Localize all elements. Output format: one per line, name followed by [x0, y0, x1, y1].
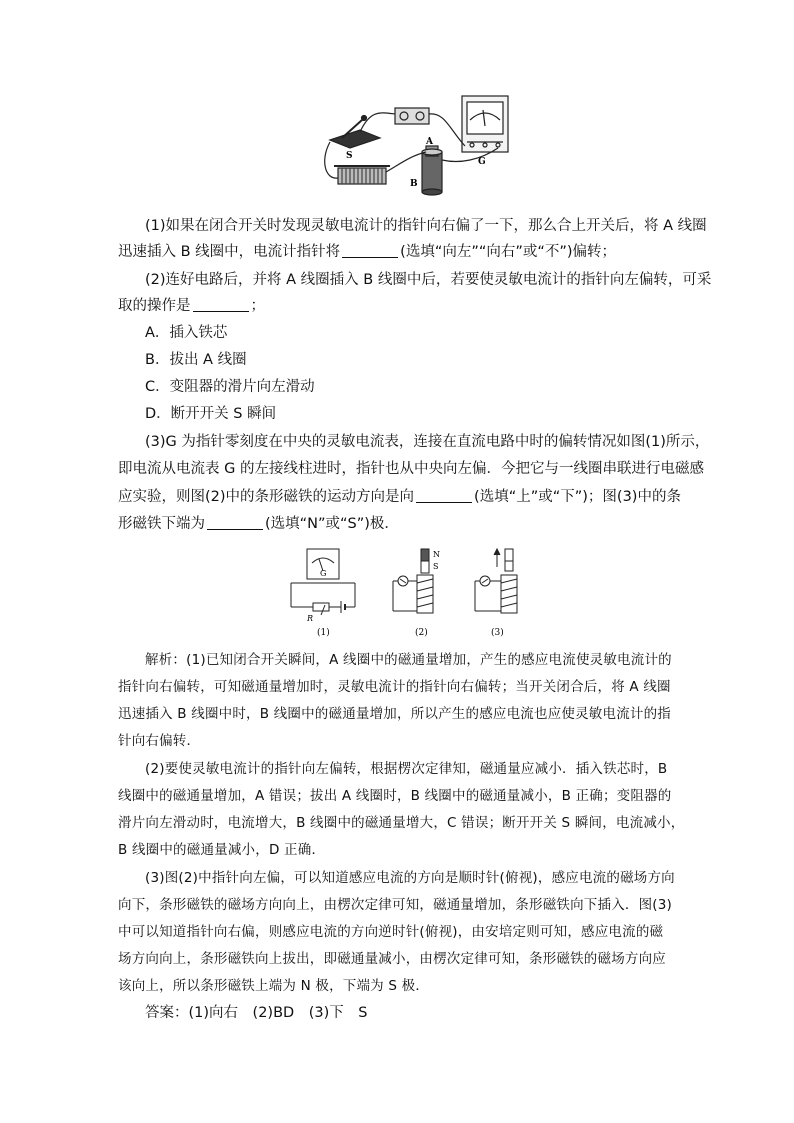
analysis-p1-line3: 迅速插入 B 线圈中时，B 线圈中的磁通量增加，所以产生的感应电流也应使灵敏电流计的指	[118, 706, 671, 722]
q2-line2-pre: 取的操作是	[118, 298, 191, 314]
q3-line3	[118, 487, 681, 507]
analysis-p3-line1: (3)图(2)中指针向左偏，可以知道感应电流的方向是顺时针(俯视)，感应电流的磁场方向	[145, 870, 675, 886]
analysis-p1-line1: 解析：(1)已知闭合开关瞬间，A 线圈中的磁通量增加，产生的感应电流使灵敏电流计的	[145, 652, 672, 668]
q3-line3-pre: 应实验，则图(2)中的条形磁铁的运动方向是向	[118, 489, 415, 505]
analysis-p3-line4: 场方向向上，条形磁铁向上拔出，即磁通量减小，由楞次定律可知，条形磁铁的磁场方向应	[118, 951, 666, 967]
q2-line1: (2)连好电路后，并将 A 线圈插入 B 线圈中后，若要使灵敏电流计的指针向左偏转，可采	[145, 272, 712, 288]
analysis-p3-line2: 向下，条形磁铁的磁场方向向上，由楞次定律可知，磁通量增加，条形磁铁向下插入．图(3)	[118, 897, 673, 913]
option-c: C．变阻器的滑片向左滑动	[145, 379, 315, 395]
q3-line1: (3)G 为指针零刻度在中央的灵敏电流表，连接在直流电路中时的偏转情况如图(1)所示，	[145, 434, 710, 450]
analysis-p2-line3: 滑片向左滑动时，电流增大，B 线圈中的磁通量增大，C 错误；断开开关 S 瞬间，电流减小，	[118, 815, 685, 831]
q2-line2-post: ；	[250, 298, 265, 314]
caption-3: (3)	[491, 628, 504, 638]
caption-2: (2)	[415, 628, 428, 638]
answer-line: 答案：(1)向右 (2)BD (3)下 S	[145, 1005, 368, 1021]
option-a: A．插入铁芯	[145, 325, 228, 341]
analysis-p3-line5: 该向上，所以条形磁铁上端为 N 极，下端为 S 极．	[118, 978, 430, 994]
caption-1: (1)	[317, 628, 330, 638]
analysis-p1-line4: 针向右偏转．	[118, 733, 201, 749]
analysis-p2-line2: 线圈中的磁通量增加，A 错误；拔出 A 线圈时，B 线圈中的磁通量减小，B 正确；变阻器的	[118, 788, 672, 804]
q1-line2-post: (选填“向左”“向右”或“不”)偏转；	[400, 244, 617, 260]
experiment-figures	[285, 545, 525, 645]
analysis-p3-line3: 中可以知道指针向右偏，则感应电流的方向逆时针(俯视)，由安培定则可知，感应电流的磁	[118, 924, 664, 940]
option-d: D．断开开关 S 瞬间	[145, 406, 277, 422]
fig-r-label: R	[307, 614, 314, 623]
fig-s-label: S	[433, 562, 439, 571]
analysis-p2-line4: B 线圈中的磁通量减小，D 正确．	[118, 842, 326, 858]
q3-line4-post: (选填“N”或“S”)极．	[265, 516, 399, 532]
coil-a-label: A	[426, 137, 433, 147]
circuit-figure	[320, 90, 520, 202]
galvanometer-label: G	[478, 157, 486, 167]
coil-b-label: B	[410, 179, 418, 189]
q3-line4-pre: 形磁铁下端为	[118, 516, 205, 532]
q1-line1: (1)如果在闭合开关时发现灵敏电流计的指针向右偏了一下，那么合上开关后，将 A 线圈	[145, 218, 707, 234]
q1-line2-pre: 迅速插入 B 线圈中，电流计指针将	[118, 244, 341, 260]
option-b: B．拔出 A 线圈	[145, 352, 247, 368]
q3-line4	[118, 514, 399, 534]
q3-line3-post: (选填“上”或“下”)；图(3)中的条	[474, 489, 681, 505]
q2-line2	[118, 296, 265, 316]
fig-n-label: N	[433, 550, 440, 559]
answer-blank-3	[416, 488, 472, 503]
analysis-p1-line2: 指针向右偏转，可知磁通量增加时，灵敏电流计的指针向右偏转；当开关闭合后，将 A 线圈	[118, 679, 671, 695]
q3-line2: 即电流从电流表 G 的左接线柱进时，指针也从中央向左偏．今把它与一线圈串联进行电磁感	[118, 461, 704, 477]
fig-g-label: G	[320, 569, 327, 578]
answer-blank-4	[207, 515, 263, 530]
switch-label: S	[346, 151, 353, 161]
q1-line2	[118, 242, 616, 262]
answer-blank-1	[342, 243, 398, 258]
answer-blank-2	[193, 297, 249, 312]
analysis-p2-line1: (2)要使灵敏电流计的指针向左偏转，根据楞次定律知，磁通量应减小．插入铁芯时，B	[145, 761, 668, 777]
